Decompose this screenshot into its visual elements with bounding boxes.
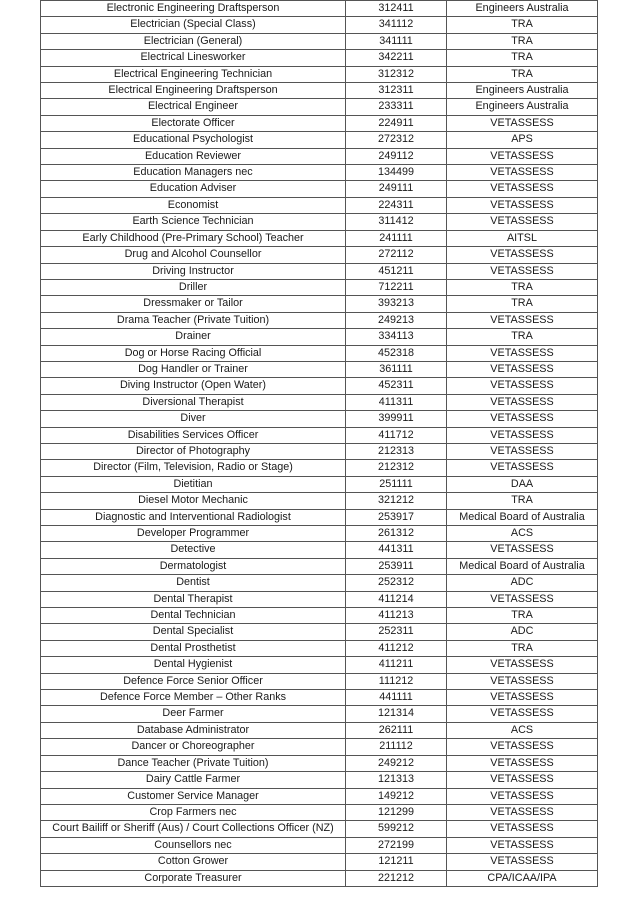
anzsco-code-cell: 121299 [346, 804, 447, 820]
occupation-cell: Deer Farmer [41, 706, 346, 722]
anzsco-code-cell: 451211 [346, 263, 447, 279]
occupation-cell: Database Administrator [41, 722, 346, 738]
table-row [41, 279, 598, 295]
occupation-cell: Drainer [41, 329, 346, 345]
occupation-cell: Electrical Engineering Technician [41, 66, 346, 82]
table-row [41, 526, 598, 542]
table-row [41, 854, 598, 870]
anzsco-code-cell: 224911 [346, 115, 447, 131]
anzsco-code-cell: 452311 [346, 378, 447, 394]
assessing-authority-cell: VETASSESS [447, 542, 598, 558]
assessing-authority-cell: Engineers Australia [447, 99, 598, 115]
table-row [41, 772, 598, 788]
assessing-authority-cell: AITSL [447, 230, 598, 246]
occupation-cell: Court Bailiff or Sheriff (Aus) / Court Collections Officer (NZ) [41, 821, 346, 837]
assessing-authority-cell: TRA [447, 50, 598, 66]
occupation-cell: Dental Specialist [41, 624, 346, 640]
anzsco-code-cell: 411213 [346, 608, 447, 624]
table-row [41, 788, 598, 804]
anzsco-code-cell: 249112 [346, 148, 447, 164]
table-row [41, 575, 598, 591]
occupation-cell: Customer Service Manager [41, 788, 346, 804]
anzsco-code-cell: 411214 [346, 591, 447, 607]
occupation-cell: Early Childhood (Pre-Primary School) Teacher [41, 230, 346, 246]
occupation-cell: Electorate Officer [41, 115, 346, 131]
assessing-authority-cell: VETASSESS [447, 378, 598, 394]
occupation-cell: Educational Psychologist [41, 132, 346, 148]
table-row [41, 476, 598, 492]
table-row [41, 542, 598, 558]
assessing-authority-cell: VETASSESS [447, 247, 598, 263]
assessing-authority-cell: VETASSESS [447, 821, 598, 837]
table-row [41, 181, 598, 197]
table-row [41, 214, 598, 230]
assessing-authority-cell: VETASSESS [447, 673, 598, 689]
anzsco-code-cell: 261312 [346, 526, 447, 542]
assessing-authority-cell: VETASSESS [447, 411, 598, 427]
table-row [41, 870, 598, 886]
anzsco-code-cell: 361111 [346, 361, 447, 377]
anzsco-code-cell: 411212 [346, 640, 447, 656]
table-row [41, 83, 598, 99]
occupation-cell: Dressmaker or Tailor [41, 296, 346, 312]
occupation-cell: Education Reviewer [41, 148, 346, 164]
assessing-authority-cell: TRA [447, 17, 598, 33]
assessing-authority-cell: VETASSESS [447, 115, 598, 131]
anzsco-code-cell: 342211 [346, 50, 447, 66]
anzsco-code-cell: 272199 [346, 837, 447, 853]
anzsco-code-cell: 262111 [346, 722, 447, 738]
anzsco-code-cell: 224311 [346, 197, 447, 213]
anzsco-code-cell: 334113 [346, 329, 447, 345]
anzsco-code-cell: 211112 [346, 739, 447, 755]
table-row [41, 197, 598, 213]
assessing-authority-cell: VETASSESS [447, 657, 598, 673]
assessing-authority-cell: VETASSESS [447, 460, 598, 476]
anzsco-code-cell: 221212 [346, 870, 447, 886]
assessing-authority-cell: TRA [447, 493, 598, 509]
anzsco-code-cell: 312312 [346, 66, 447, 82]
table-row [41, 804, 598, 820]
assessing-authority-cell: VETASSESS [447, 361, 598, 377]
table-row [41, 640, 598, 656]
assessing-authority-cell: VETASSESS [447, 345, 598, 361]
occupation-cell: Developer Programmer [41, 526, 346, 542]
assessing-authority-cell: VETASSESS [447, 443, 598, 459]
occupation-cell: Director of Photography [41, 443, 346, 459]
anzsco-code-cell: 121314 [346, 706, 447, 722]
table-row [41, 558, 598, 574]
occupation-cell: Diagnostic and Interventional Radiologist [41, 509, 346, 525]
table-row [41, 411, 598, 427]
anzsco-code-cell: 241111 [346, 230, 447, 246]
assessing-authority-cell: VETASSESS [447, 214, 598, 230]
table-row [41, 673, 598, 689]
anzsco-code-cell: 121211 [346, 854, 447, 870]
occupation-cell: Electrical Engineer [41, 99, 346, 115]
occupation-cell: Earth Science Technician [41, 214, 346, 230]
anzsco-code-cell: 321212 [346, 493, 447, 509]
table-row [41, 99, 598, 115]
anzsco-code-cell: 272312 [346, 132, 447, 148]
table-row [41, 837, 598, 853]
anzsco-code-cell: 121313 [346, 772, 447, 788]
occupation-cell: Dental Prosthetist [41, 640, 346, 656]
table-row [41, 165, 598, 181]
assessing-authority-cell: VETASSESS [447, 804, 598, 820]
occupation-cell: Crop Farmers nec [41, 804, 346, 820]
occupation-cell: Dog Handler or Trainer [41, 361, 346, 377]
anzsco-code-cell: 411311 [346, 394, 447, 410]
occupation-cell: Director (Film, Television, Radio or Stage) [41, 460, 346, 476]
occupation-cell: Defence Force Member – Other Ranks [41, 690, 346, 706]
occupation-cell: Education Managers nec [41, 165, 346, 181]
table-row [41, 624, 598, 640]
assessing-authority-cell: ACS [447, 722, 598, 738]
anzsco-code-cell: 253911 [346, 558, 447, 574]
assessing-authority-cell: VETASSESS [447, 181, 598, 197]
occupation-cell: Education Adviser [41, 181, 346, 197]
assessing-authority-cell: VETASSESS [447, 739, 598, 755]
table-row [41, 460, 598, 476]
occupation-cell: Drug and Alcohol Counsellor [41, 247, 346, 263]
table-row [41, 296, 598, 312]
occupation-table [40, 0, 598, 887]
anzsco-code-cell: 272112 [346, 247, 447, 263]
table-row [41, 755, 598, 771]
table-row [41, 148, 598, 164]
occupation-cell: Dentist [41, 575, 346, 591]
table-row [41, 443, 598, 459]
anzsco-code-cell: 712211 [346, 279, 447, 295]
table-row [41, 493, 598, 509]
assessing-authority-cell: CPA/ICAA/IPA [447, 870, 598, 886]
assessing-authority-cell: TRA [447, 296, 598, 312]
anzsco-code-cell: 149212 [346, 788, 447, 804]
table-row [41, 17, 598, 33]
assessing-authority-cell: VETASSESS [447, 772, 598, 788]
table-row [41, 608, 598, 624]
assessing-authority-cell: VETASSESS [447, 312, 598, 328]
assessing-authority-cell: ACS [447, 526, 598, 542]
occupation-cell: Dental Hygienist [41, 657, 346, 673]
table-row [41, 263, 598, 279]
table-row [41, 247, 598, 263]
assessing-authority-cell: ADC [447, 575, 598, 591]
assessing-authority-cell: Medical Board of Australia [447, 558, 598, 574]
occupation-cell: Dental Therapist [41, 591, 346, 607]
occupation-cell: Defence Force Senior Officer [41, 673, 346, 689]
table-row [41, 1, 598, 17]
occupation-cell: Corporate Treasurer [41, 870, 346, 886]
table-row [41, 312, 598, 328]
assessing-authority-cell: TRA [447, 279, 598, 295]
anzsco-code-cell: 134499 [346, 165, 447, 181]
anzsco-code-cell: 233311 [346, 99, 447, 115]
assessing-authority-cell: Engineers Australia [447, 83, 598, 99]
anzsco-code-cell: 249213 [346, 312, 447, 328]
table-row [41, 115, 598, 131]
anzsco-code-cell: 311412 [346, 214, 447, 230]
table-row [41, 132, 598, 148]
table-row [41, 706, 598, 722]
assessing-authority-cell: TRA [447, 66, 598, 82]
occupation-cell: Dental Technician [41, 608, 346, 624]
table-row [41, 657, 598, 673]
assessing-authority-cell: TRA [447, 640, 598, 656]
table-row [41, 821, 598, 837]
anzsco-code-cell: 599212 [346, 821, 447, 837]
assessing-authority-cell: VETASSESS [447, 837, 598, 853]
anzsco-code-cell: 341112 [346, 17, 447, 33]
occupation-cell: Disabilities Services Officer [41, 427, 346, 443]
assessing-authority-cell: VETASSESS [447, 788, 598, 804]
anzsco-code-cell: 111212 [346, 673, 447, 689]
assessing-authority-cell: Engineers Australia [447, 1, 598, 17]
anzsco-code-cell: 452318 [346, 345, 447, 361]
assessing-authority-cell: VETASSESS [447, 394, 598, 410]
table-row [41, 230, 598, 246]
assessing-authority-cell: VETASSESS [447, 165, 598, 181]
anzsco-code-cell: 312311 [346, 83, 447, 99]
anzsco-code-cell: 249212 [346, 755, 447, 771]
occupation-cell: Driller [41, 279, 346, 295]
occupation-cell: Dermatologist [41, 558, 346, 574]
occupation-cell: Electrical Engineering Draftsperson [41, 83, 346, 99]
table-row [41, 427, 598, 443]
occupation-cell: Economist [41, 197, 346, 213]
occupation-cell: Diesel Motor Mechanic [41, 493, 346, 509]
assessing-authority-cell: TRA [447, 33, 598, 49]
anzsco-code-cell: 249111 [346, 181, 447, 197]
occupation-cell: Diving Instructor (Open Water) [41, 378, 346, 394]
occupation-cell: Electrician (Special Class) [41, 17, 346, 33]
anzsco-code-cell: 253917 [346, 509, 447, 525]
anzsco-code-cell: 212312 [346, 460, 447, 476]
occupation-cell: Dog or Horse Racing Official [41, 345, 346, 361]
occupation-cell: Diversional Therapist [41, 394, 346, 410]
assessing-authority-cell: ADC [447, 624, 598, 640]
assessing-authority-cell: VETASSESS [447, 148, 598, 164]
anzsco-code-cell: 212313 [346, 443, 447, 459]
table-row [41, 345, 598, 361]
occupation-cell: Electrical Linesworker [41, 50, 346, 66]
table-row [41, 591, 598, 607]
table-row [41, 50, 598, 66]
table-row [41, 66, 598, 82]
occupation-cell: Dairy Cattle Farmer [41, 772, 346, 788]
table-row [41, 361, 598, 377]
assessing-authority-cell: DAA [447, 476, 598, 492]
anzsco-code-cell: 411211 [346, 657, 447, 673]
table-row [41, 739, 598, 755]
assessing-authority-cell: APS [447, 132, 598, 148]
occupation-cell: Electrician (General) [41, 33, 346, 49]
occupation-cell: Electronic Engineering Draftsperson [41, 1, 346, 17]
assessing-authority-cell: TRA [447, 329, 598, 345]
assessing-authority-cell: VETASSESS [447, 706, 598, 722]
table-row [41, 722, 598, 738]
table-row [41, 509, 598, 525]
table-row [41, 378, 598, 394]
anzsco-code-cell: 393213 [346, 296, 447, 312]
assessing-authority-cell: Medical Board of Australia [447, 509, 598, 525]
assessing-authority-cell: VETASSESS [447, 854, 598, 870]
assessing-authority-cell: VETASSESS [447, 690, 598, 706]
anzsco-code-cell: 252311 [346, 624, 447, 640]
occupation-cell: Dance Teacher (Private Tuition) [41, 755, 346, 771]
anzsco-code-cell: 441111 [346, 690, 447, 706]
anzsco-code-cell: 399911 [346, 411, 447, 427]
occupation-cell: Drama Teacher (Private Tuition) [41, 312, 346, 328]
table-row [41, 329, 598, 345]
occupation-cell: Cotton Grower [41, 854, 346, 870]
assessing-authority-cell: VETASSESS [447, 755, 598, 771]
occupation-cell: Detective [41, 542, 346, 558]
assessing-authority-cell: VETASSESS [447, 591, 598, 607]
assessing-authority-cell: VETASSESS [447, 427, 598, 443]
occupation-cell: Diver [41, 411, 346, 427]
occupation-cell: Dietitian [41, 476, 346, 492]
anzsco-code-cell: 251111 [346, 476, 447, 492]
anzsco-code-cell: 252312 [346, 575, 447, 591]
occupation-cell: Dancer or Choreographer [41, 739, 346, 755]
table-row [41, 33, 598, 49]
table-row [41, 690, 598, 706]
occupation-cell: Counsellors nec [41, 837, 346, 853]
table-body [41, 1, 598, 887]
anzsco-code-cell: 441311 [346, 542, 447, 558]
anzsco-code-cell: 411712 [346, 427, 447, 443]
assessing-authority-cell: VETASSESS [447, 263, 598, 279]
occupation-cell: Driving Instructor [41, 263, 346, 279]
anzsco-code-cell: 341111 [346, 33, 447, 49]
assessing-authority-cell: TRA [447, 608, 598, 624]
anzsco-code-cell: 312411 [346, 1, 447, 17]
table-row [41, 394, 598, 410]
assessing-authority-cell: VETASSESS [447, 197, 598, 213]
